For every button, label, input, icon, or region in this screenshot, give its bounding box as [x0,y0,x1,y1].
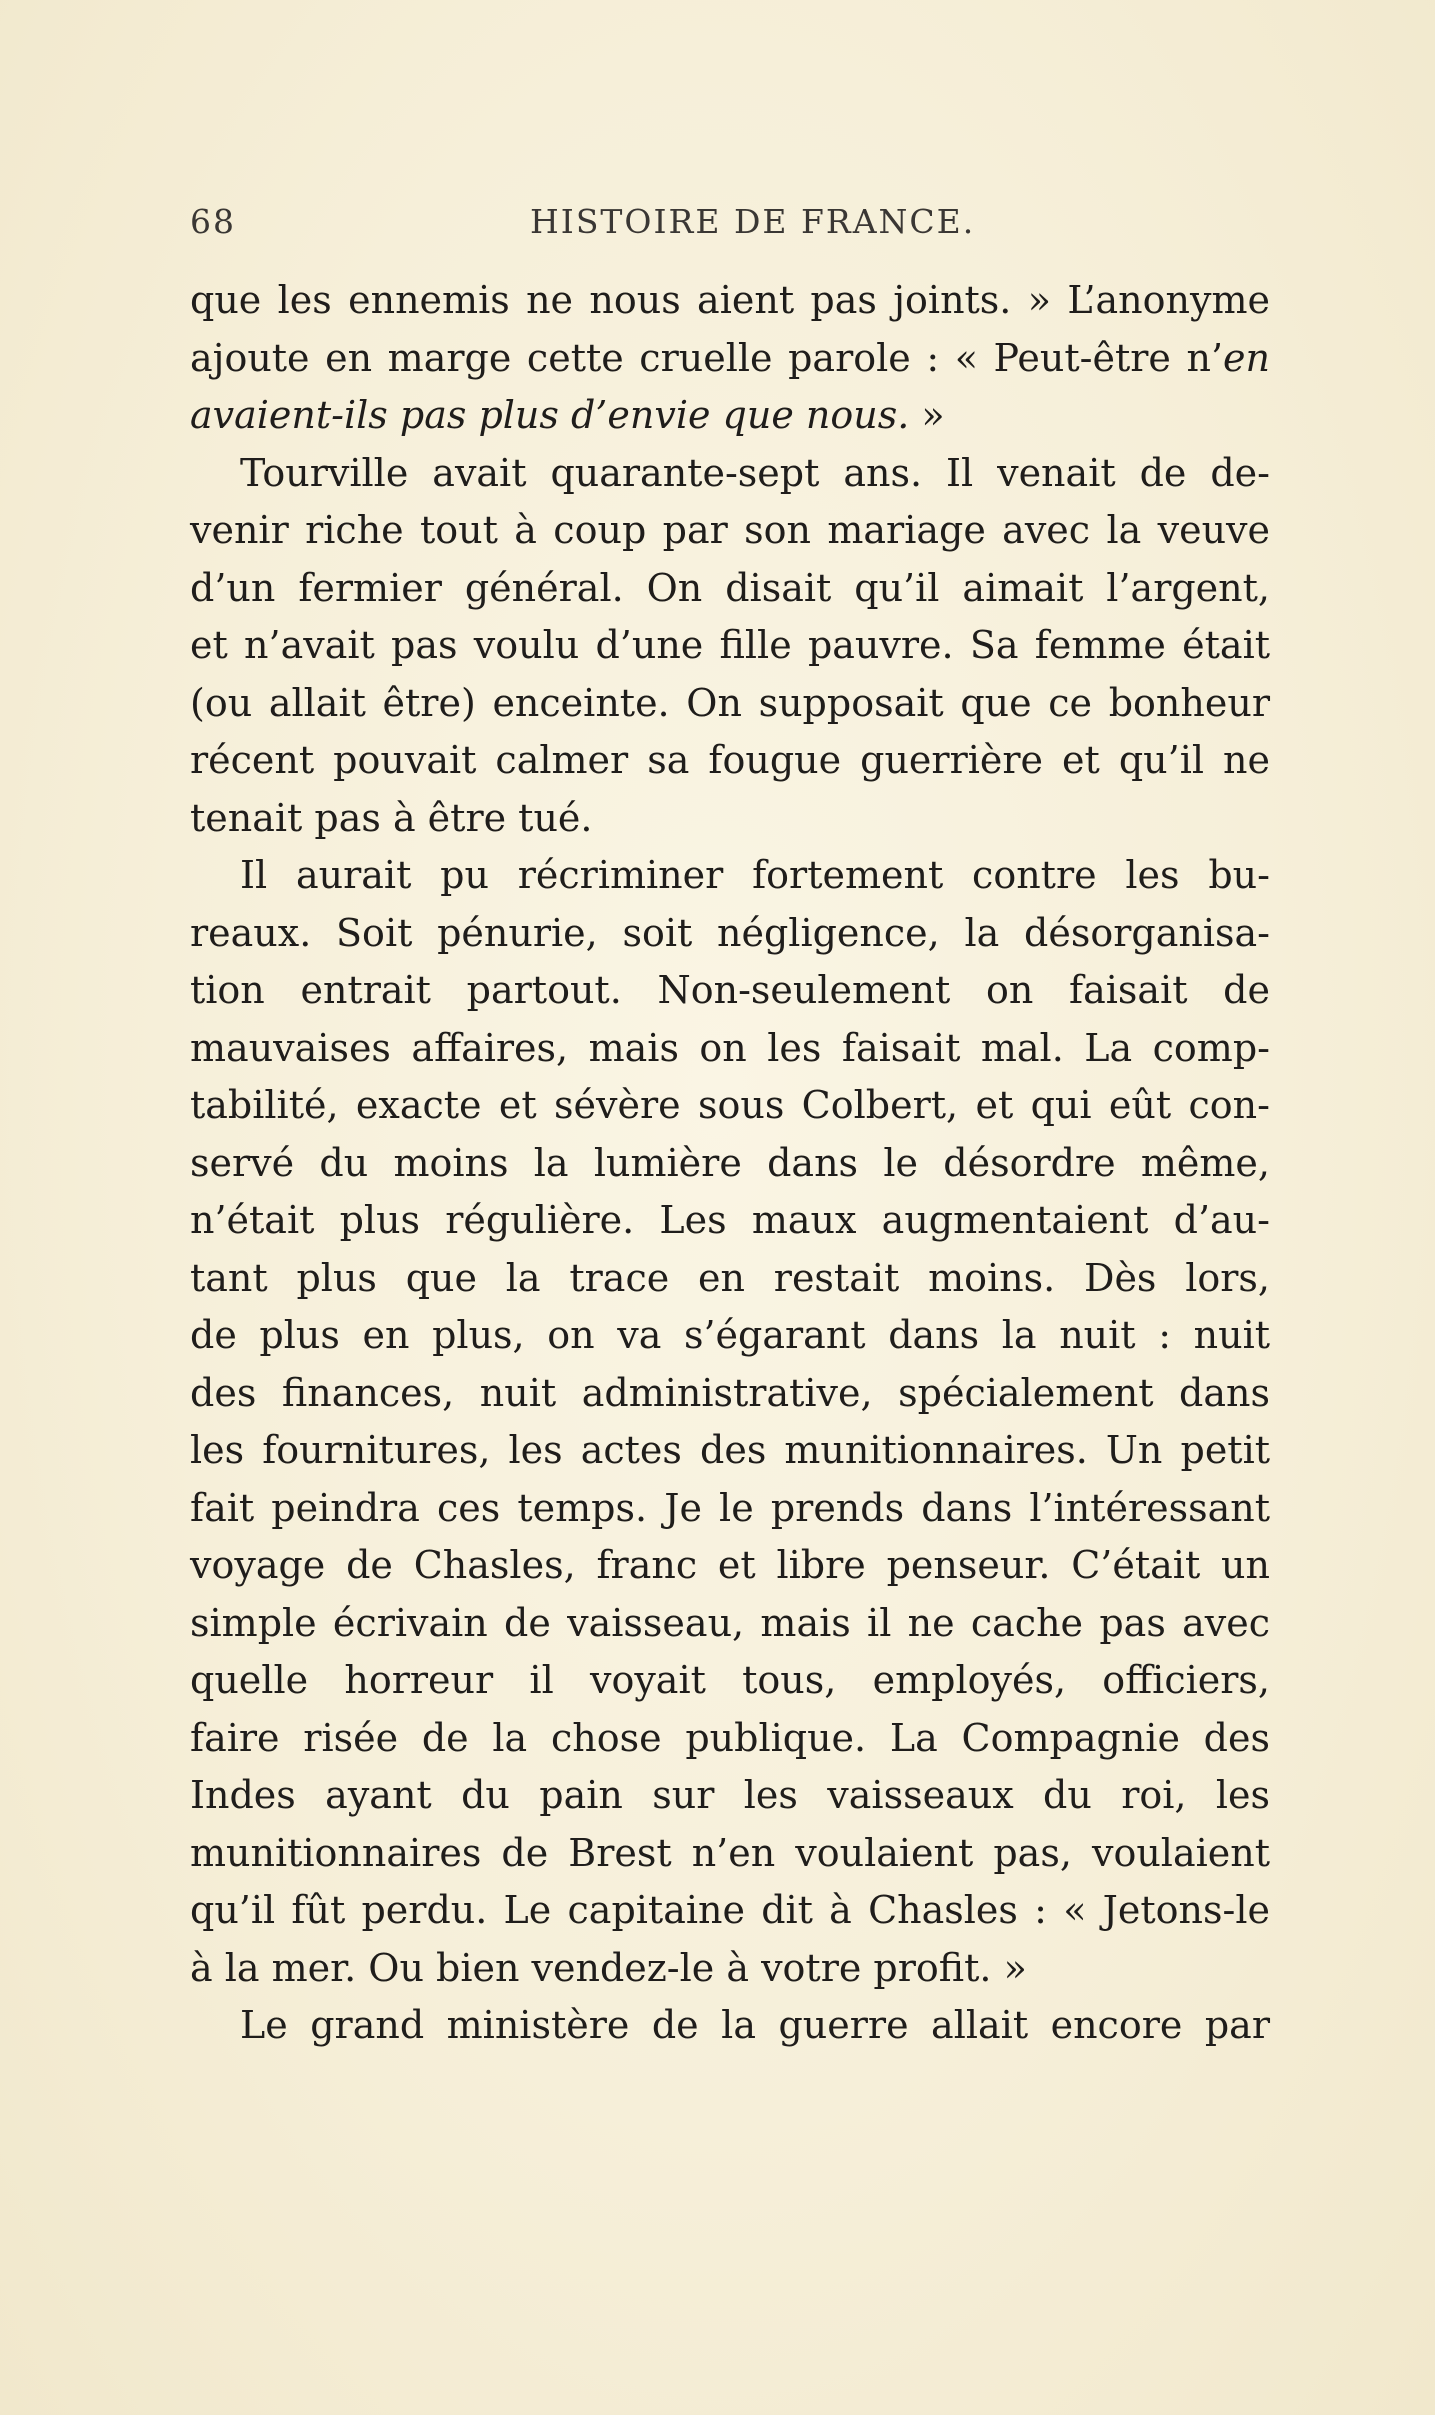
text-line: qu’il fût perdu. Le capitaine dit à Chasles : « Jetons-le [190,1888,1270,1932]
text-line: servé du moins la lumière dans le désordre même, [190,1140,1270,1185]
page-header [190,202,1280,252]
text-line: Indes ayant du pain sur les vaisseaux du roi, les [190,1773,1270,1817]
page-number: 68 [190,202,236,241]
text-line: tabilité, exacte et sévère sous Colbert, et qui eût con- [190,1083,1270,1127]
paragraph-first-line: Le grand ministère de la guerre allait encore par [240,2003,1270,2047]
text-line [190,387,1270,445]
text-line: venir riche tout à coup par son mariage avec la veuve [190,508,1270,552]
text-line: récent pouvait calmer sa fougue guerrière et qu’il ne [190,738,1270,782]
text-line: reaux. Soit pénurie, soit négligence, la désorganisa- [190,910,1270,955]
text-line: des finances, nuit administrative, spécialement dans [190,1370,1270,1415]
text-line: n’était plus régulière. Les maux augmentaient d’au- [190,1198,1270,1242]
text-run: » [909,393,945,437]
text-line [190,330,1270,388]
paragraph-first-line: Tourville avait quarante-sept ans. Il venait de de- [240,450,1270,495]
text-line: tenait pas à être tué. [190,795,593,840]
body-text [190,272,1270,2055]
text-line: quelle horreur il voyait tous, employés, officiers, [190,1658,1270,1702]
running-title: HISTOIRE DE FRANCE. [530,202,976,241]
text-line: de plus en plus, on va s’égarant dans la nuit : nuit [190,1313,1270,1357]
text-line: voyage de Chasles, franc et libre penseur. C’était un [190,1543,1270,1587]
text-line: et n’avait pas voulu d’une fille pauvre. Sa femme était [190,623,1270,667]
text-line: (ou allait être) enceinte. On supposait que ce bonheur [190,680,1270,725]
text-line: tant plus que la trace en restait moins. Dès lors, [190,1255,1270,1300]
text-line: mauvaises affaires, mais on les faisait mal. La comp- [190,1025,1270,1070]
paragraph-first-line: Il aurait pu récriminer fortement contre les bu- [240,853,1270,897]
text-line: munitionnaires de Brest n’en voulaient pas, voulaient [190,1830,1270,1875]
text-line: d’un fermier général. On disait qu’il aimait l’argent, [190,565,1270,610]
text-line: simple écrivain de vaisseau, mais il ne cache pas avec [190,1600,1270,1645]
text-line: tion entrait partout. Non-seulement on faisait de [190,968,1270,1012]
text-line: à la mer. Ou bien vendez-le à votre profit. » [190,1945,1027,1990]
text-line: fait peindra ces temps. Je le prends dans l’intéressant [190,1485,1270,1530]
italic-text-run: en [1223,335,1270,380]
text-line: que les ennemis ne nous aient pas joints. » L’anonyme [190,278,1270,322]
text-line: les fournitures, les actes des munitionnaires. Un petit [190,1428,1270,1472]
text-line: faire risée de la chose publique. La Compagnie des [190,1715,1270,1760]
italic-text-run: avaient-ils pas plus d’envie que nous. [190,393,910,437]
text-run: ajoute en marge cette cruelle parole : « Peut-être n’ [190,335,1224,380]
